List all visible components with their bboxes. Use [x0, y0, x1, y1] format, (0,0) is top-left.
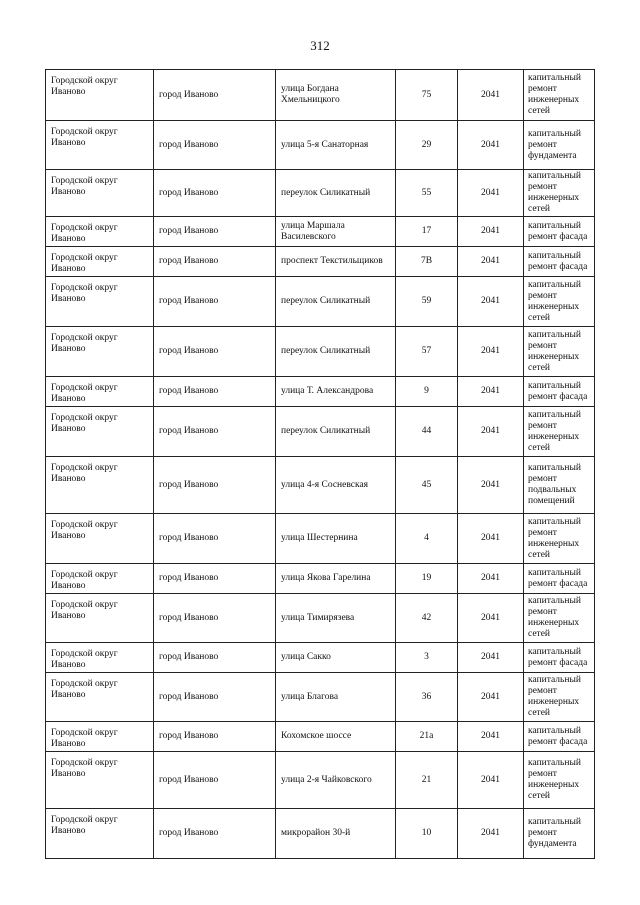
city-cell: город Иваново	[154, 217, 276, 247]
city-cell: город Иваново	[154, 277, 276, 327]
table-row	[46, 594, 595, 643]
municipality-cell: Городской округ Иваново	[46, 457, 154, 514]
municipality-cell: Городской округ Иваново	[46, 673, 154, 722]
municipality-cell: Городской округ Иваново	[46, 643, 154, 673]
street-cell: улица Т. Александрова	[276, 377, 396, 407]
work-type-cell: капитальный ремонт инженерных сетей	[524, 594, 595, 643]
house-number-cell: 75	[396, 70, 458, 121]
table-row	[46, 377, 595, 407]
city-cell: город Иваново	[154, 673, 276, 722]
house-number-cell: 55	[396, 170, 458, 217]
municipality-cell: Городской округ Иваново	[46, 407, 154, 457]
table-row	[46, 327, 595, 377]
table-row	[46, 722, 595, 752]
city-cell: город Иваново	[154, 377, 276, 407]
registry-table-body	[46, 70, 595, 859]
house-number-cell: 42	[396, 594, 458, 643]
year-cell: 2041	[458, 564, 524, 594]
work-type-cell: капитальный ремонт фундамента	[524, 809, 595, 859]
page-number: 312	[310, 38, 330, 53]
work-type-cell: капитальный ремонт подвальных помещений	[524, 457, 595, 514]
work-type-cell: капитальный ремонт инженерных сетей	[524, 407, 595, 457]
house-number-cell: 45	[396, 457, 458, 514]
work-type-cell: капитальный ремонт фасада	[524, 643, 595, 673]
table-row	[46, 564, 595, 594]
municipality-cell: Городской округ Иваново	[46, 121, 154, 170]
year-cell: 2041	[458, 643, 524, 673]
city-cell: город Иваново	[154, 594, 276, 643]
street-cell: переулок Силикатный	[276, 170, 396, 217]
table-row	[46, 70, 595, 121]
work-type-cell: капитальный ремонт инженерных сетей	[524, 277, 595, 327]
municipality-cell: Городской округ Иваново	[46, 564, 154, 594]
work-type-cell: капитальный ремонт фасада	[524, 377, 595, 407]
year-cell: 2041	[458, 407, 524, 457]
house-number-cell: 57	[396, 327, 458, 377]
year-cell: 2041	[458, 752, 524, 809]
city-cell: город Иваново	[154, 809, 276, 859]
house-number-cell: 59	[396, 277, 458, 327]
table-row	[46, 673, 595, 722]
house-number-cell: 44	[396, 407, 458, 457]
municipality-cell: Городской округ Иваново	[46, 809, 154, 859]
house-number-cell: 4	[396, 514, 458, 564]
table-row	[46, 407, 595, 457]
table-row	[46, 217, 595, 247]
city-cell: город Иваново	[154, 752, 276, 809]
municipality-cell: Городской округ Иваново	[46, 70, 154, 121]
year-cell: 2041	[458, 121, 524, 170]
table-row	[46, 457, 595, 514]
table-row	[46, 514, 595, 564]
year-cell: 2041	[458, 217, 524, 247]
municipality-cell: Городской округ Иваново	[46, 594, 154, 643]
city-cell: город Иваново	[154, 722, 276, 752]
street-cell: улица 2-я Чайковского	[276, 752, 396, 809]
house-number-cell: 9	[396, 377, 458, 407]
city-cell: город Иваново	[154, 514, 276, 564]
house-number-cell: 7В	[396, 247, 458, 277]
city-cell: город Иваново	[154, 70, 276, 121]
year-cell: 2041	[458, 809, 524, 859]
city-cell: город Иваново	[154, 564, 276, 594]
work-type-cell: капитальный ремонт фасада	[524, 247, 595, 277]
house-number-cell: 19	[396, 564, 458, 594]
table-row	[46, 121, 595, 170]
street-cell: улица Якова Гарелина	[276, 564, 396, 594]
house-number-cell: 10	[396, 809, 458, 859]
work-type-cell: капитальный ремонт фасада	[524, 217, 595, 247]
year-cell: 2041	[458, 247, 524, 277]
street-cell: Кохомское шоссе	[276, 722, 396, 752]
year-cell: 2041	[458, 722, 524, 752]
work-type-cell: капитальный ремонт инженерных сетей	[524, 70, 595, 121]
table-row	[46, 277, 595, 327]
house-number-cell: 17	[396, 217, 458, 247]
municipality-cell: Городской округ Иваново	[46, 752, 154, 809]
street-cell: проспект Текстильщиков	[276, 247, 396, 277]
house-number-cell: 29	[396, 121, 458, 170]
city-cell: город Иваново	[154, 327, 276, 377]
street-cell: улица Тимирязева	[276, 594, 396, 643]
year-cell: 2041	[458, 70, 524, 121]
city-cell: город Иваново	[154, 643, 276, 673]
municipality-cell: Городской округ Иваново	[46, 277, 154, 327]
street-cell: улица Шестернина	[276, 514, 396, 564]
municipality-cell: Городской округ Иваново	[46, 327, 154, 377]
year-cell: 2041	[458, 673, 524, 722]
table-row	[46, 809, 595, 859]
street-cell: улица 4-я Сосневская	[276, 457, 396, 514]
street-cell: улица Маршала Василевского	[276, 217, 396, 247]
table-row	[46, 170, 595, 217]
year-cell: 2041	[458, 514, 524, 564]
city-cell: город Иваново	[154, 170, 276, 217]
street-cell: улица 5-я Санаторная	[276, 121, 396, 170]
street-cell: микрорайон 30-й	[276, 809, 396, 859]
municipality-cell: Городской округ Иваново	[46, 247, 154, 277]
house-number-cell: 3	[396, 643, 458, 673]
work-type-cell: капитальный ремонт инженерных сетей	[524, 327, 595, 377]
municipality-cell: Городской округ Иваново	[46, 514, 154, 564]
year-cell: 2041	[458, 170, 524, 217]
municipality-cell: Городской округ Иваново	[46, 217, 154, 247]
city-cell: город Иваново	[154, 247, 276, 277]
work-type-cell: капитальный ремонт инженерных сетей	[524, 752, 595, 809]
work-type-cell: капитальный ремонт инженерных сетей	[524, 514, 595, 564]
municipality-cell: Городской округ Иваново	[46, 377, 154, 407]
registry-table	[45, 69, 595, 859]
street-cell: переулок Силикатный	[276, 327, 396, 377]
year-cell: 2041	[458, 377, 524, 407]
municipality-cell: Городской округ Иваново	[46, 170, 154, 217]
house-number-cell: 21	[396, 752, 458, 809]
table-row	[46, 247, 595, 277]
table-row	[46, 643, 595, 673]
house-number-cell: 21а	[396, 722, 458, 752]
city-cell: город Иваново	[154, 407, 276, 457]
year-cell: 2041	[458, 277, 524, 327]
work-type-cell: капитальный ремонт фасада	[524, 564, 595, 594]
city-cell: город Иваново	[154, 121, 276, 170]
street-cell: улица Благова	[276, 673, 396, 722]
work-type-cell: капитальный ремонт инженерных сетей	[524, 170, 595, 217]
city-cell: город Иваново	[154, 457, 276, 514]
year-cell: 2041	[458, 594, 524, 643]
work-type-cell: капитальный ремонт фасада	[524, 722, 595, 752]
street-cell: улица Сакко	[276, 643, 396, 673]
street-cell: улица Богдана Хмельницкого	[276, 70, 396, 121]
house-number-cell: 36	[396, 673, 458, 722]
street-cell: переулок Силикатный	[276, 407, 396, 457]
municipality-cell: Городской округ Иваново	[46, 722, 154, 752]
work-type-cell: капитальный ремонт фундамента	[524, 121, 595, 170]
work-type-cell: капитальный ремонт инженерных сетей	[524, 673, 595, 722]
table-row	[46, 752, 595, 809]
year-cell: 2041	[458, 327, 524, 377]
year-cell: 2041	[458, 457, 524, 514]
street-cell: переулок Силикатный	[276, 277, 396, 327]
